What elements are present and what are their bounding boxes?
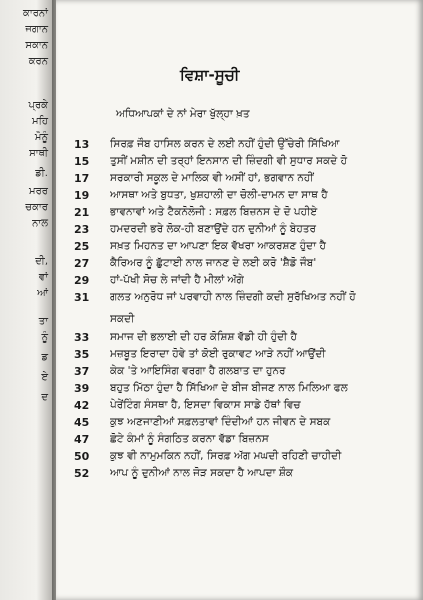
page-number: 39 bbox=[74, 382, 90, 395]
page-number: 25 bbox=[74, 240, 90, 253]
bleed-through-text bbox=[410, 42, 413, 52]
chapter-title: ਆਪ ਨੂੰ ਦੁਨੀਆਂ ਨਾਲ ਜੋੜ ਸਕਦਾ ਹੈ ਆਪਦਾ ਸ਼ੌਕ bbox=[110, 467, 294, 479]
toc-entry bbox=[74, 256, 414, 271]
chapter-title: ਕੇਕ 'ਤੇ ਆਇਸਿੰਗ ਵਰਗਾ ਹੈ ਗਲਬਾਤ ਦਾ ਹੁਨਰ bbox=[110, 365, 286, 377]
page-number: 37 bbox=[74, 365, 90, 378]
toc-entry bbox=[74, 290, 414, 327]
chapter-title: ਸਕਦੀ bbox=[110, 313, 135, 325]
chapter-title: ਕੁਝ ਵੀ ਨਾਮੁਮਕਿਨ ਨਹੀਂ, ਸਿਰਫ਼ ਅੱਗ ਮਘਦੀ ਰਹਿਣੀ ਚਾਹੀਦੀ bbox=[110, 450, 342, 462]
chapter-title: ਹਾਂ-ਪੱਖੀ ਸੋਚ ਲੇ ਜਾਂਦੀ ਹੈ ਮੀਲਾਂ ਅੱਗੇ bbox=[110, 274, 244, 286]
chapter-title: ਹਮਦਰਦੀ ਭਰੇ ਲੋਕ-ਹੀ ਬਣਾਉਂਦੇ ਹਨ ਦੁਨੀਆਂ ਨੂੰ ਬੇਹਤਰ bbox=[110, 223, 317, 235]
left-page-text-fragment: ਡ bbox=[41, 352, 48, 363]
left-page-text-fragment: ਕਾਰਨਾਂ bbox=[23, 8, 48, 19]
left-page-text-fragment: ਜਗਾਨ bbox=[25, 24, 48, 35]
left-page-text-fragment: ਚਕਾਰ bbox=[25, 202, 48, 213]
left-page-text-fragment: ਪ੍ਰਕੇ bbox=[28, 100, 48, 111]
left-page-text-fragment: ਆਂ bbox=[37, 288, 48, 299]
toc-entry bbox=[74, 466, 414, 481]
page-number: 29 bbox=[74, 274, 90, 287]
toc-entry bbox=[74, 398, 414, 413]
page-number: 23 bbox=[74, 223, 90, 236]
chapter-title: ਮਜ਼ਬੂਤ ਇਰਾਦਾ ਹੋਵੇ ਤਾਂ ਕੋਈ ਰੁਕਾਵਟ ਆੜੇ ਨਹੀਂ ਆਉਂਦੀ bbox=[110, 348, 326, 360]
chapter-title: ਸਰਕਾਰੀ ਸਕੂਲ ਦੇ ਮਾਲਿਕ ਵੀ ਅਸੀਂ ਹਾਂ, ਭਗਵਾਨ ਨਹੀਂ bbox=[110, 172, 314, 184]
toc-entry bbox=[74, 154, 414, 169]
left-page-text-fragment: ਮਰਰ bbox=[29, 186, 48, 197]
page-number: 15 bbox=[74, 155, 90, 168]
toc-entry bbox=[74, 205, 414, 220]
chapter-title: ਸਖ਼ਤ ਮਿਹਨਤ ਦਾ ਆਪਣਾ ਇਕ ਵੱਖਰਾ ਆਕਰਸ਼ਣ ਹੁੰਦਾ ਹੈ bbox=[110, 240, 326, 252]
page-number: 47 bbox=[74, 433, 90, 446]
page-title: ਵਿਸ਼ਾ-ਸੂਚੀ bbox=[180, 66, 240, 84]
chapter-title: ਪੇਰੇਂਟਿੰਗ ਸੰਸਥਾ ਹੈ, ਇਸਦਾ ਵਿਕਾਸ ਸਾਡੇ ਹੱਥਾਂ ਵਿਚ bbox=[110, 399, 301, 411]
chapter-title: ਕੁਝ ਅਣਜਾਣੀਆਂ ਸਫ਼ਲਤਾਵਾਂ ਦਿੰਦੀਆਂ ਹਨ ਜੀਵਨ ਦੇ ਸਬਕ bbox=[110, 416, 331, 428]
left-page-text-fragment: ਡੀ. bbox=[35, 168, 48, 179]
toc-entry bbox=[74, 273, 414, 288]
page-number: 21 bbox=[74, 206, 90, 219]
toc-entry bbox=[74, 364, 414, 379]
left-page-text-fragment: ਮਹਿ bbox=[32, 116, 48, 127]
left-page-text-fragment: ਤਾ bbox=[38, 316, 48, 327]
page-number: 42 bbox=[74, 399, 90, 412]
left-page-text-fragment: ਵਾਂ bbox=[38, 272, 48, 283]
toc-entry bbox=[74, 381, 414, 396]
left-page-text-fragment: ਮੋਨੂੰ bbox=[34, 132, 48, 143]
left-page-text-fragment: ਦੀ, bbox=[35, 256, 48, 267]
page-number: 35 bbox=[74, 348, 90, 361]
page-number: 45 bbox=[74, 416, 90, 429]
chapter-title: ਤੁਸੀਂ ਮਸ਼ੀਨ ਦੀ ਤਰ੍ਹਾਂ ਇਨਸਾਨ ਦੀ ਜ਼ਿੰਦਗੀ ਵੀ ਸੁਧਾਰ ਸਕਦੇ ਹੋ bbox=[110, 155, 348, 167]
chapter-title: ਸਿਰਫ਼ ਜੌਬ ਹਾਸਿਲ ਕਰਨ ਦੇ ਲਈ ਨਹੀਂ ਹੁੰਦੀ ਉੱਚੇਰੀ ਸਿੱਖਿਆ bbox=[110, 138, 340, 150]
chapter-title: ਆਸਥਾ ਅਤੇ ਬੁਧਤਾ, ਖੁਸ਼ਹਾਲੀ ਦਾ ਚੋਲੀ-ਦਾਮਨ ਦਾ ਸਾਥ ਹੈ bbox=[110, 189, 328, 201]
toc-entry bbox=[74, 188, 414, 203]
page-number: 52 bbox=[74, 467, 90, 480]
left-page-text-fragment: ਏ bbox=[41, 372, 48, 383]
page-number: 17 bbox=[74, 172, 90, 185]
toc-entry bbox=[74, 449, 414, 464]
toc-entry bbox=[74, 239, 414, 254]
page-number: 13 bbox=[74, 138, 90, 151]
toc-entry bbox=[74, 171, 414, 186]
toc-entry bbox=[74, 137, 414, 152]
left-page-text-fragment: ਨੂੰ bbox=[41, 332, 48, 343]
toc-entry bbox=[74, 330, 414, 345]
chapter-title: ਭਾਵਨਾਵਾਂ ਅਤੇ ਟੈਕਨੋਲੋਜੀ : ਸਫ਼ਲ ਬਿਜ਼ਨਸ ਦੇ ਦੋ ਪਹੀਏ bbox=[110, 206, 318, 218]
toc-entry bbox=[74, 432, 414, 447]
contents-page bbox=[56, 0, 423, 600]
page-number: 31 bbox=[74, 291, 90, 304]
left-page-text-fragment: ਨਾਲ bbox=[32, 218, 48, 229]
page-number: 27 bbox=[74, 257, 90, 270]
chapter-title: ਗਲਤ ਅਨੁਰੋਧ ਜਾਂ ਪਰਵਾਹੀ ਨਾਲ ਜ਼ਿੰਦਗੀ ਕਦੀ ਸੁਰੱਖਿਅਤ ਨਹੀਂ ਹੋ bbox=[110, 291, 356, 303]
left-page-text-fragment: ਸਾਥੀ bbox=[29, 148, 48, 159]
page-number: 19 bbox=[74, 189, 90, 202]
left-page-text-fragment: ਸਕਾਨ bbox=[25, 40, 48, 51]
left-page-text-fragment: ਕਰਨ bbox=[28, 56, 48, 67]
chapter-title: ਕੈਰਿਅਰ ਨੂੰ ਛੁੱਟਾਈ ਨਾਲ ਜਾਨਣ ਦੇ ਲਈ ਕਰੋ 'ਸ਼ੈਡੋ ਜੌਬ' bbox=[110, 257, 317, 269]
chapter-title: ਬਹੁਤ ਮਿੱਠਾ ਹੁੰਦਾ ਹੈ ਸਿੱਖਿਆ ਦੇ ਬੀਜ ਬੀਜਣ ਨਾਲ ਮਿਲਿਆ ਫਲ bbox=[110, 382, 348, 394]
chapter-title: ਸਮਾਜ ਦੀ ਭਲਾਈ ਦੀ ਹਰ ਕੋਸ਼ਿਸ਼ ਵੱਡੀ ਹੀ ਹੁੰਦੀ ਹੈ bbox=[110, 331, 297, 343]
toc-entry bbox=[74, 347, 414, 362]
previous-page-edge bbox=[0, 0, 52, 600]
page-number: 50 bbox=[74, 450, 90, 463]
toc-entry bbox=[74, 415, 414, 430]
page-number: 33 bbox=[74, 331, 90, 344]
toc-entry bbox=[74, 222, 414, 237]
left-page-text-fragment: ਦ bbox=[41, 392, 48, 403]
preface-entry: ਅਧਿਆਪਕਾਂ ਦੇ ਨਾਂ ਮੇਰਾ ਖੁੱਲ੍ਹਾ ਖ਼ਤ bbox=[116, 108, 250, 120]
chapter-title: ਛੋਟੇ ਕੰਮਾਂ ਨੂੰ ਸੰਗਠਿਤ ਕਰਨਾ ਵੱਡਾ ਬਿਜ਼ਨਸ bbox=[110, 433, 269, 445]
